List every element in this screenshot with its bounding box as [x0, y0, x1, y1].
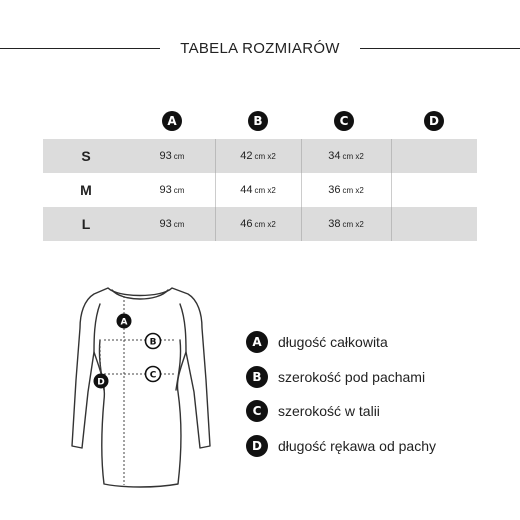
- badge-a: A: [162, 111, 182, 131]
- value: 34: [328, 150, 341, 162]
- cell-a: [129, 139, 215, 173]
- column-header-b: [215, 103, 301, 139]
- title-divider-right: [360, 48, 520, 49]
- legend-item-b: [246, 365, 506, 389]
- legend-label-c: szerokość w talii: [278, 403, 380, 419]
- column-divider: [301, 139, 302, 173]
- column-header-d: [391, 103, 477, 139]
- unit: cm x2: [254, 185, 276, 195]
- legend-badge-a: A: [246, 331, 268, 353]
- size-table: [43, 103, 477, 241]
- badge-b: B: [248, 111, 268, 131]
- cell-b: [215, 139, 301, 173]
- legend-item-c: [246, 399, 506, 423]
- unit: cm x2: [254, 151, 276, 161]
- cell-a: [129, 173, 215, 207]
- cell-d: [391, 173, 477, 207]
- column-header-c: [301, 103, 387, 139]
- marker-d-label: D: [97, 377, 105, 388]
- column-divider: [215, 139, 216, 173]
- value: 44: [240, 184, 253, 196]
- legend-badge-c: C: [246, 400, 268, 422]
- neckline: [112, 290, 168, 299]
- legend-badge-d: D: [246, 435, 268, 457]
- marker-b: [146, 334, 161, 349]
- value: 93: [159, 218, 172, 230]
- cell-b: [215, 207, 301, 241]
- unit: cm x2: [254, 219, 276, 229]
- unit: cm x2: [342, 219, 364, 229]
- value: 36: [328, 184, 341, 196]
- column-divider: [391, 207, 392, 241]
- cell-d: [391, 207, 477, 241]
- size-label: M: [80, 182, 92, 198]
- value: 93: [159, 150, 172, 162]
- page-title: TABELA ROZMIARÓW: [180, 40, 340, 57]
- badge-d: D: [424, 111, 444, 131]
- title-divider-left: [0, 48, 160, 49]
- unit: cm: [173, 151, 185, 161]
- unit: cm x2: [342, 151, 364, 161]
- unit: cm x2: [342, 185, 364, 195]
- legend-item-a: [246, 330, 506, 354]
- cell-c: [301, 139, 391, 173]
- size-label: L: [81, 216, 91, 232]
- unit: cm: [173, 185, 185, 195]
- column-header-a: [129, 103, 215, 139]
- table-header: [43, 103, 477, 139]
- column-divider: [215, 207, 216, 241]
- badge-c: C: [334, 111, 354, 131]
- value: 38: [328, 218, 341, 230]
- cell-c: [301, 173, 391, 207]
- marker-c-label: C: [149, 370, 157, 381]
- marker-a-label: A: [120, 317, 128, 328]
- cell-c: [301, 207, 391, 241]
- value: 42: [240, 150, 253, 162]
- size-label: S: [81, 148, 91, 164]
- column-divider: [301, 207, 302, 241]
- table-row: [43, 207, 477, 241]
- value: 46: [240, 218, 253, 230]
- legend-label-a: długość całkowita: [278, 334, 388, 350]
- column-divider: [215, 173, 216, 207]
- table-row: [43, 173, 477, 207]
- cell-b: [215, 173, 301, 207]
- legend-badge-b: B: [246, 366, 268, 388]
- title-row: [0, 36, 520, 62]
- column-divider: [391, 173, 392, 207]
- legend-label-d: długość rękawa od pachy: [278, 438, 436, 454]
- legend-label-b: szerokość pod pachami: [278, 369, 426, 385]
- cell-d: [391, 139, 477, 173]
- table-row: [43, 139, 477, 173]
- cell-a: [129, 207, 215, 241]
- column-divider: [391, 139, 392, 173]
- legend-item-d: [246, 434, 506, 458]
- dress-outline: [72, 288, 210, 487]
- unit: cm: [173, 219, 185, 229]
- dress-illustration: [60, 280, 220, 490]
- marker-d: [94, 374, 109, 389]
- marker-c: [146, 367, 161, 382]
- column-divider: [301, 173, 302, 207]
- marker-a: [117, 314, 132, 329]
- marker-b-label: B: [149, 337, 157, 348]
- value: 93: [159, 184, 172, 196]
